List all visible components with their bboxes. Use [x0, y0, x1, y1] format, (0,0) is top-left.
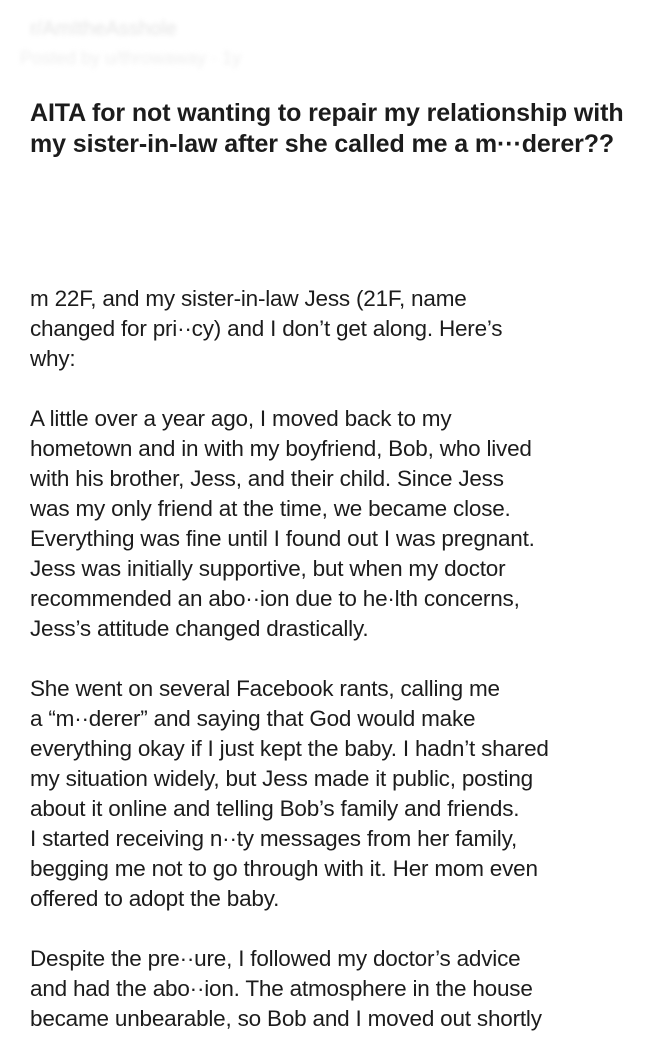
post-paragraph: Despite the pre··ure, I followed my doctor’s advice and had the abo··ion. The atmosphere in the house became unbearable, so Bob and I moved out shortly	[30, 946, 542, 1031]
blurred-subreddit-label: r/AmItheAsshole	[30, 18, 177, 40]
post-paragraph: A little over a year ago, I moved back to my hometown and in with my boyfriend, Bob, who lived with his brother, Jess, and their child. Since Jess was my only friend at the time, we became close. Everything was fine until I found out I was pregnant. Jess was initially supportive, but when my doctor recommended an abo··ion due to he·lth concerns, Jess’s attitude changed drastically.	[30, 406, 535, 641]
post-paragraph: She went on several Facebook rants, calling me a “m··derer” and saying that God would make everything okay if I just kept the baby. I hadn’t shared my situation widely, but Jess made it public, posting about it online and telling Bob’s family and friends. I started receiving n··ty messages from her family, begging me not to go through with it. Her mom even offered to adopt the baby.	[30, 676, 549, 911]
post-paragraph: m 22F, and my sister-in-law Jess (21F, name changed for pri··cy) and I don’t get along. Here’s why:	[30, 286, 503, 371]
post-header	[30, 98, 630, 160]
post-body	[30, 284, 630, 1064]
post-title: AITA for not wanting to repair my relationship with my sister-in-law after she called me a m···derer??	[30, 99, 624, 158]
blurred-post-meta: Posted by u/throwaway · 1y	[20, 48, 242, 68]
